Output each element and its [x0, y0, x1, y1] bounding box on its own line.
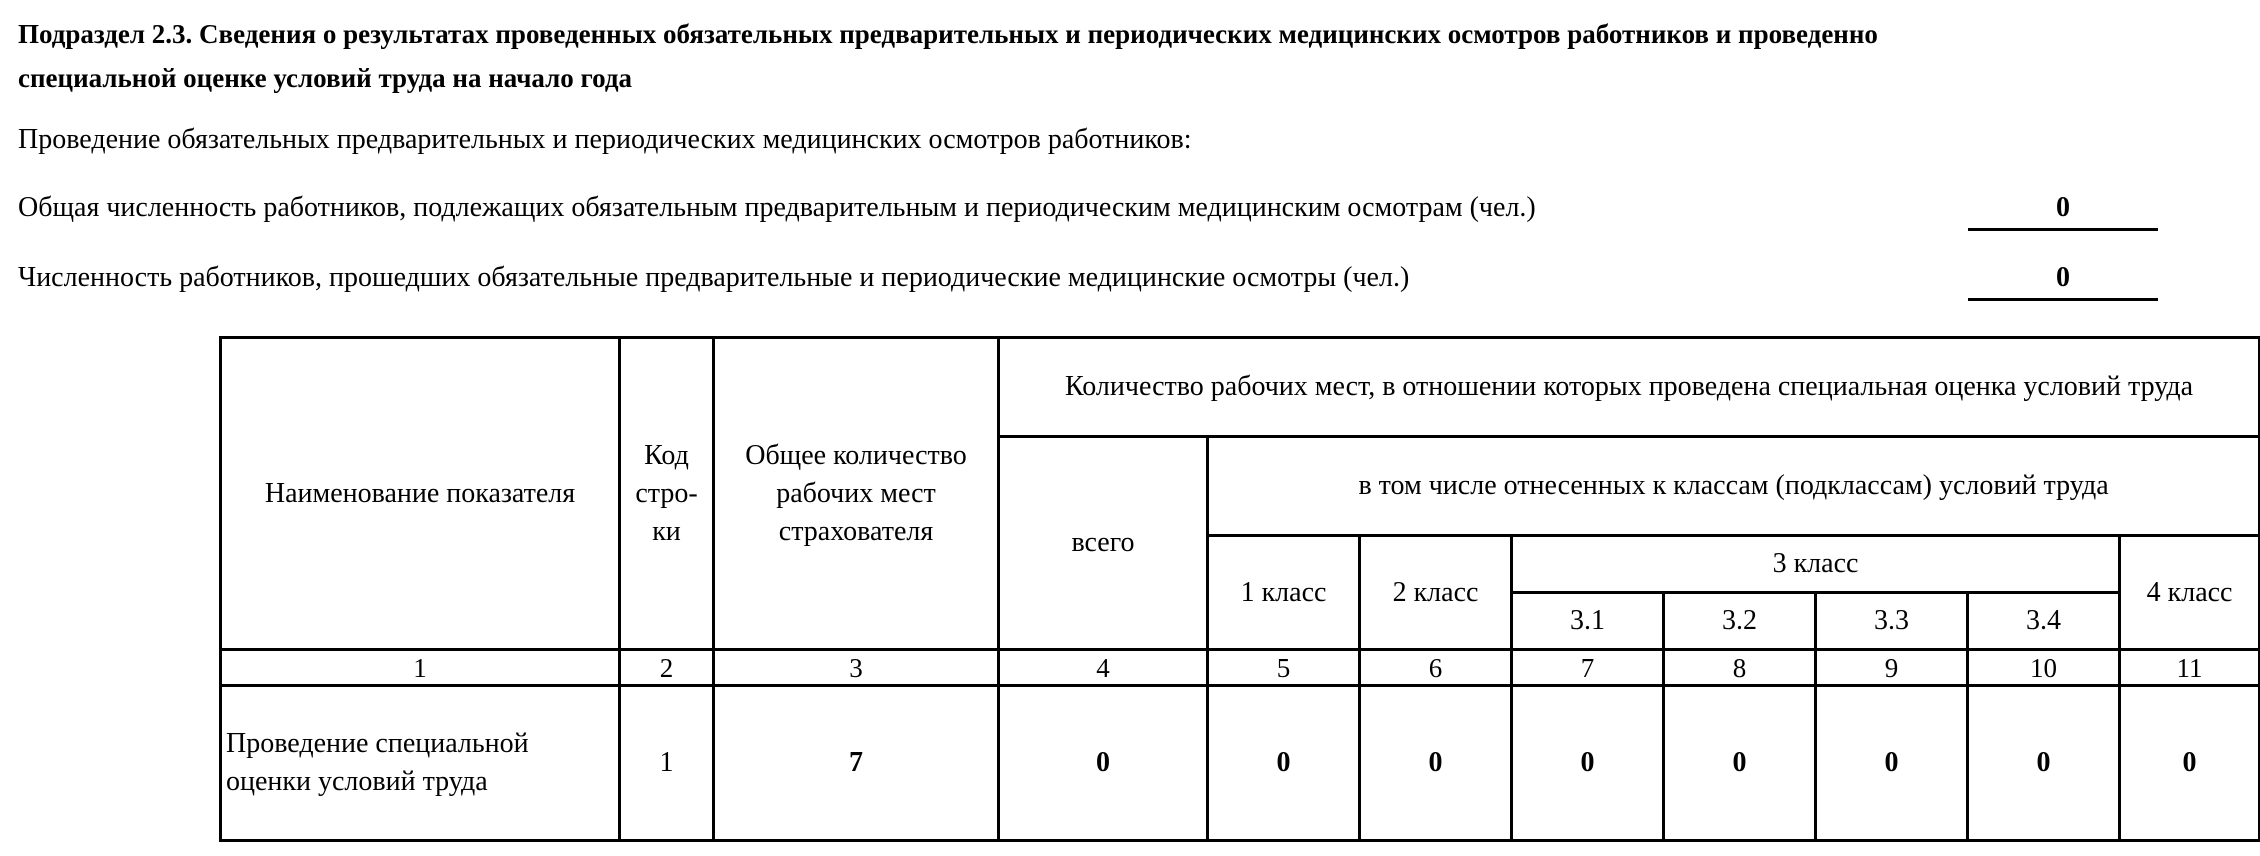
- header-subclass-3-1: 3.1: [1512, 593, 1664, 650]
- row-total-places: 7: [714, 686, 999, 841]
- header-all: всего: [999, 437, 1208, 650]
- passed-workers-value: 0: [1968, 258, 2158, 301]
- subject-workers-label: Общая численность работников, подлежащих обязательным предварительным и периодическим медицинским осмотрам (чел.): [18, 192, 1536, 223]
- header-total-places: Общее количество рабочих мест страхователя: [714, 338, 999, 650]
- row-subclass-3-3: 0: [1816, 686, 1968, 841]
- special-assessment-table: [219, 336, 2260, 842]
- column-number: 6: [1360, 650, 1512, 686]
- column-number: 3: [714, 650, 999, 686]
- table-row: [221, 686, 2260, 841]
- header-class-3: 3 класс: [1512, 536, 2120, 593]
- header-classes-group: в том числе отнесенных к классам (подклассам) условий труда: [1208, 437, 2260, 536]
- column-number: 11: [2120, 650, 2260, 686]
- row-class-1: 0: [1208, 686, 1360, 841]
- column-number: 9: [1816, 650, 1968, 686]
- column-number: 4: [999, 650, 1208, 686]
- header-assessed-group: Количество рабочих мест, в отношении которых проведена специальная оценка условий труда: [999, 338, 2260, 437]
- header-subclass-3-3: 3.3: [1816, 593, 1968, 650]
- section-title-line-2: специальной оценке условий труда на начало года: [18, 63, 633, 93]
- header-indicator: Наименование показателя: [221, 338, 620, 650]
- column-number: 7: [1512, 650, 1664, 686]
- passed-workers-label: Численность работников, прошедших обязательные предварительные и периодические медицинские осмотры (чел.): [18, 262, 1410, 293]
- subject-workers-value: 0: [1968, 188, 2158, 231]
- column-number: 2: [620, 650, 714, 686]
- row-assessed-all: 0: [999, 686, 1208, 841]
- row-indicator-name: Проведение специальной оценки условий труда: [221, 686, 620, 841]
- section-title: [18, 12, 2260, 100]
- column-number: 5: [1208, 650, 1360, 686]
- row-code: 1: [620, 686, 714, 841]
- column-number: 1: [221, 650, 620, 686]
- column-number: 8: [1664, 650, 1816, 686]
- column-number-row: [221, 650, 2260, 686]
- row-subclass-3-1: 0: [1512, 686, 1664, 841]
- header-class-2: 2 класс: [1360, 536, 1512, 650]
- header-class-4: 4 класс: [2120, 536, 2260, 650]
- header-code: Код стро- ки: [620, 338, 714, 650]
- header-subclass-3-2: 3.2: [1664, 593, 1816, 650]
- row-subclass-3-4: 0: [1968, 686, 2120, 841]
- header-subclass-3-4: 3.4: [1968, 593, 2120, 650]
- section-title-line-1: Подраздел 2.3. Сведения о результатах проведенных обязательных предварительных и периодических медицинских осмотров работников и проведенно: [18, 19, 1878, 49]
- row-class-4: 0: [2120, 686, 2260, 841]
- row-class-2: 0: [1360, 686, 1512, 841]
- header-class-1: 1 класс: [1208, 536, 1360, 650]
- medical-exams-heading: Проведение обязательных предварительных и периодических медицинских осмотров работников:: [18, 124, 1192, 155]
- column-number: 10: [1968, 650, 2120, 686]
- row-subclass-3-2: 0: [1664, 686, 1816, 841]
